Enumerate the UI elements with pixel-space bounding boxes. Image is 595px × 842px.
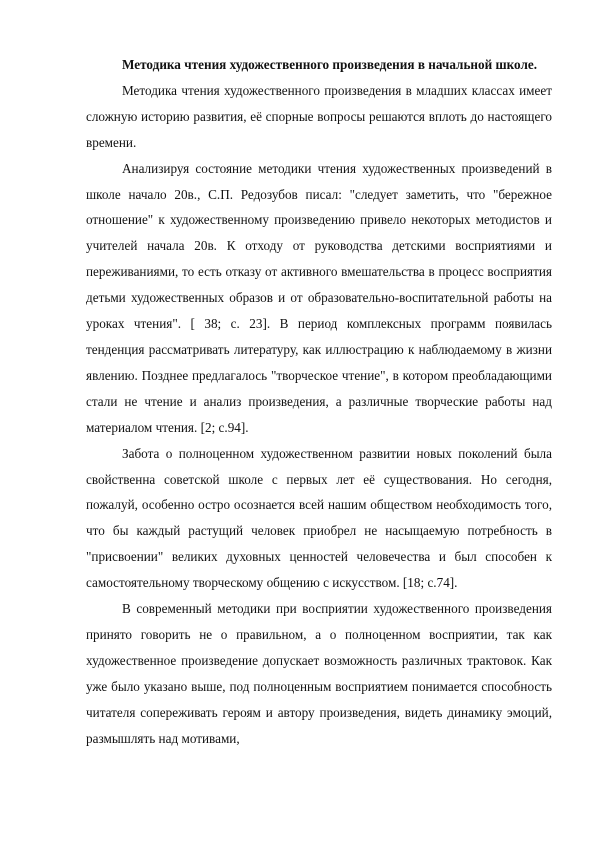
paragraph-1: Методика чтения художественного произведения в младших классах имеет сложную историю развития, её спорные вопросы решаются вплоть до настоящего времени. (86, 82, 552, 150)
document-title: Методика чтения художественного произведения в начальной школе. (122, 57, 538, 72)
paragraph-3: Забота о полноценном художественном развитии новых поколений была свойственна советской школе с первых лет её существования. Но сегодня, пожалуй, особенно остро осознается всей нашим обществом необходимость того, что бы каждый растущий человек приобрел не насыщаемую потребность в "присвоении" великих духовных ценностей человечества и был способен к самостоятельному творческому общению с искусством. [18; с.74]. (86, 445, 552, 591)
document-body (86, 52, 552, 751)
paragraph-4: В современный методики при восприятии художественного произведения принято говорить не о правильном, а о полноценном восприятии, так как художественное произведение допускает возможность различных трактовок. Как уже было указано выше, под полноценным восприятием понимается способность читателя сопереживать героям и автору произведения, видеть динамику эмоций, размышлять над мотивами, (86, 601, 552, 746)
paragraph-2: Анализируя состояние методики чтения художественных произведений в школе начало 20в., С.П. Редозубов писал: "следует заметить, что "бережное отношение" к художественному произведению привело некоторых методистов и учителей начала 20в. К отходу от руководства детскими восприятиями и переживаниями, то есть отказу от активного вмешательства в процесс восприятия детьми художественных образов и от образовательно-воспитательной работы на уроках чтения". [ 38; с. 23]. В период комплексных программ появилась тенденция рассматривать литературу, как иллюстрацию к наблюдаемому в жизни явлению. Позднее предлагалось "творческое чтение", в котором преобладающими стали не чтение и анализ произведения, а различные творческие работы над материалом чтения. [2; с.94]. (86, 160, 552, 435)
